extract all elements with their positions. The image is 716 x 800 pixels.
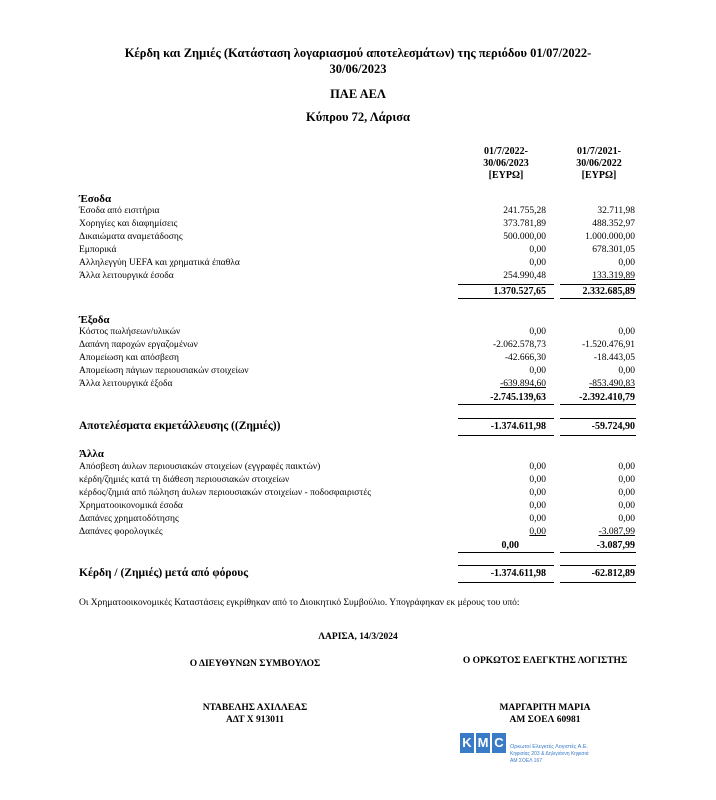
place-date: ΛΑΡΙΣΑ, 14/3/2024	[318, 632, 398, 642]
other-total-row: 0,00 -3.087,99	[501, 540, 635, 551]
table-row: Κόστος πωλήσεων/υλικών 0,00 0,00	[79, 327, 635, 337]
table-row: Απόσβεση άυλων περιουσιακών στοιχείων (εγγραφές παικτών) 0,00 0,00	[79, 462, 635, 472]
table-row: Άλλα λειτουργικά έσοδα 254.990,48 133.319,89	[79, 271, 635, 281]
auditor-firm-stamp	[460, 731, 620, 771]
stamp-text: Ορκωτοί Ελεγκτές Λογιστές Α.Ε. Κηφισίας 203 & Δηλιγιάννη Κηφισιά ΑΜ ΣΟΕΛ 167	[510, 744, 589, 764]
table-row: Δαπάνες φορολογικές 0,00 -3.087,99	[79, 527, 635, 537]
signatory-auditor-role: Ο ΟΡΚΩΤΟΣ ΕΛΕΓΚΤΗΣ ΛΟΓΙΣΤΗΣ	[462, 656, 628, 666]
table-row: Δαπάνη παροχών εργαζομένων -2.062.578,73 -1.520.476,91	[79, 340, 635, 350]
table-row: Απομείωση και απόσβεση -42.666,30 -18.443,05	[79, 353, 635, 363]
signatory-auditor-name: ΜΑΡΓΑΡΙΤΗ ΜΑΡΙΑ	[499, 703, 591, 713]
table-row: Έσοδα από εισιτήρια 241.755,28 32.711,98	[79, 206, 635, 216]
table-row: Εμπορικά 0,00 678.301,05	[79, 245, 635, 255]
divider	[560, 582, 636, 583]
document-title-line1: Κέρδη και Ζημιές (Κατάσταση λογαριασμού αποτελεσμάτων) της περιόδου 01/07/2022-	[124, 46, 592, 60]
divider	[560, 552, 636, 553]
table-row: Άλλα λειτουργικά έξοδα -639.894,60 -853.490,83	[79, 379, 635, 389]
table-row: Χορηγίες και διαφημίσεις 373.781,89 488.352,97	[79, 219, 635, 229]
kmc-logo: K M C	[460, 733, 508, 753]
table-row: Χρηματοοικονομικά έσοδα 0,00 0,00	[79, 501, 635, 511]
company-name: ΠΑΕ ΑΕΛ	[330, 87, 386, 101]
divider	[560, 404, 636, 405]
document-title-line2: 30/06/2023	[329, 62, 387, 76]
table-row: κέρδος/ζημιά από πώληση άυλων περιουσιακών στοιχείων - ποδοσφαιριστές 0,00 0,00	[79, 488, 635, 498]
income-total-row: 1.370.527,65 2.332.685,89	[493, 286, 635, 297]
signatory-ceo-id: ΑΔΤ Χ 913011	[226, 715, 284, 725]
divider	[560, 435, 636, 436]
divider	[458, 582, 554, 583]
operating-result-row: Αποτελέσματα εκμετάλλευσης ((Ζημιές)) -1.374.611,98 -59.724,90	[79, 420, 635, 432]
column-header-current: 01/7/2022- 30/06/2023 [ΕΥΡΩ]	[483, 146, 529, 181]
expenses-heading: Έξοδα	[79, 314, 110, 326]
signatory-ceo-name: ΝΤΑΒΕΛΗΣ ΑΧΙΛΛΕΑΣ	[202, 703, 308, 713]
divider	[458, 552, 554, 553]
table-row: Απομείωση πάγιων περιουσιακών στοιχείων 0,00 0,00	[79, 366, 635, 376]
company-address: Κύπρου 72, Λάρισα	[306, 110, 410, 124]
divider	[458, 404, 554, 405]
table-row: Αλληλεγγύη UEFA και χρηματικά έπαθλα 0,00 0,00	[79, 258, 635, 268]
table-row: κέρδη/ζημιές κατά τη διάθεση περιουσιακών στοιχείων 0,00 0,00	[79, 475, 635, 485]
divider	[458, 298, 554, 299]
expenses-total-row: -2.745.139,63 -2.392.410,79	[490, 392, 635, 403]
approval-note: Οι Χρηματοοικονομικές Καταστάσεις εγκρίθηκαν από το Διοικητικό Συμβούλιο. Υπογράφηκαν εκ μέρους του υπό:	[79, 598, 520, 608]
signatory-auditor-id: ΑΜ ΣΟΕΛ 60981	[509, 715, 581, 725]
table-row: Δαπάνες χρηματοδότησης 0,00 0,00	[79, 514, 635, 524]
divider	[458, 435, 554, 436]
column-header-previous: 01/7/2021- 30/06/2022 [ΕΥΡΩ]	[576, 146, 622, 181]
income-heading: Έσοδα	[79, 193, 112, 205]
signatory-ceo-role: Ο ΔΙΕΥΘΥΝΩΝ ΣΥΜΒΟΥΛΟΣ	[189, 659, 321, 669]
other-heading: Άλλα	[79, 448, 104, 460]
divider	[560, 298, 636, 299]
net-result-row: Κέρδη / (Ζημιές) μετά από φόρους -1.374.611,98 -62.812,89	[79, 567, 635, 579]
table-row: Δικαιώματα αναμετάδοσης 500.000,00 1.000.000,00	[79, 232, 635, 242]
